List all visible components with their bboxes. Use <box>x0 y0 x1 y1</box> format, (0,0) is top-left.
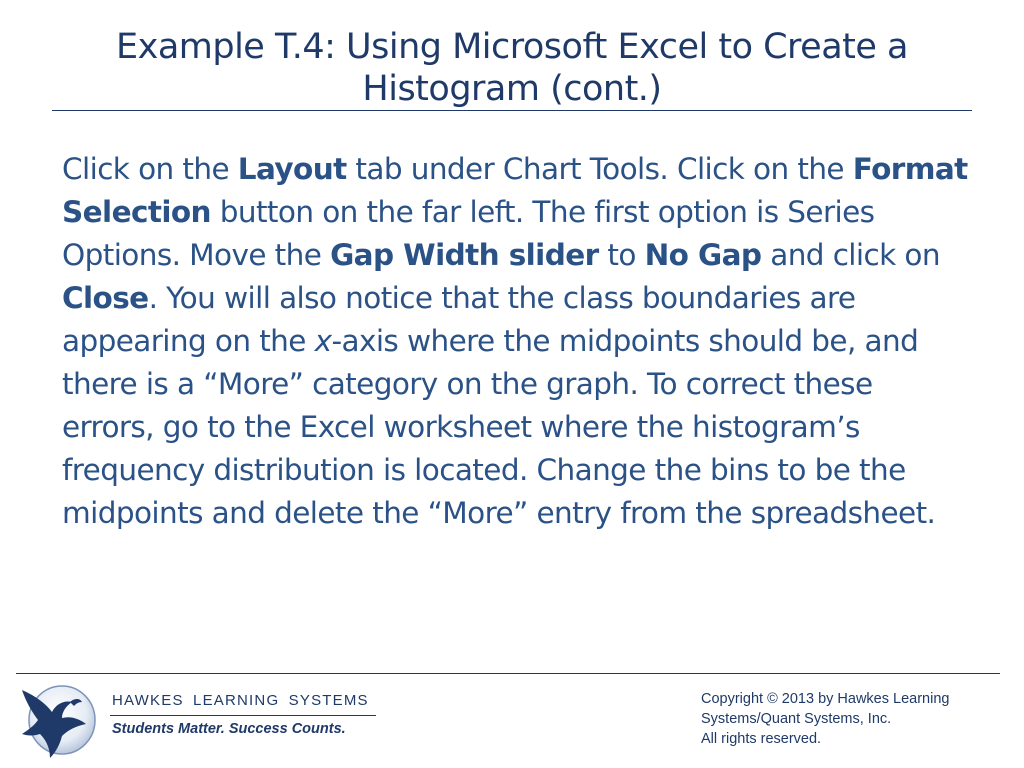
body-text-segment: tab under Chart Tools. Click on the <box>346 152 853 186</box>
body-bold-layout: Layout <box>237 152 347 186</box>
body-bold-no-gap: No Gap <box>644 238 762 272</box>
title-divider <box>52 110 972 111</box>
copyright-line: Systems/Quant Systems, Inc. <box>701 711 892 727</box>
body-italic-x: x <box>314 324 332 358</box>
body-bold-format-selection: Format Selection <box>62 152 968 229</box>
copyright-notice <box>701 689 949 749</box>
body-text-segment: and click on <box>761 238 940 272</box>
company-name: HAWKES LEARNING SYSTEMS <box>112 692 369 709</box>
slide-title: Example T.4: Using Microsoft Excel to Create a Histogram (cont.) <box>116 27 908 109</box>
body-text-segment: -axis where the midpoints should be, and there is a “More” category on the graph. To correct these errors, go to the Excel worksheet where the histogram’s frequency distribution is located. Change the bins to be the midpoints and delete the “More” entry from the spreadsheet. <box>62 324 936 530</box>
body-bold-gap-width-slider: Gap Width slider <box>330 238 599 272</box>
body-text-segment: Click on the <box>62 152 238 186</box>
body-text-segment: . You will also notice that the class boundaries are appearing on the <box>62 281 856 358</box>
footer-divider <box>16 673 1000 674</box>
company-tagline: Students Matter. Success Counts. <box>112 721 346 737</box>
body-bold-close: Close <box>62 281 149 315</box>
slide-body-text <box>62 148 972 535</box>
body-text-segment: to <box>598 238 645 272</box>
eagle-icon <box>16 682 100 760</box>
copyright-line: All rights reserved. <box>701 731 822 747</box>
copyright-line: Copyright © 2013 by Hawkes Learning <box>701 691 950 707</box>
body-text-segment: button on the far left. The first option is Series Options. Move the <box>62 195 875 272</box>
company-underline <box>110 715 376 716</box>
